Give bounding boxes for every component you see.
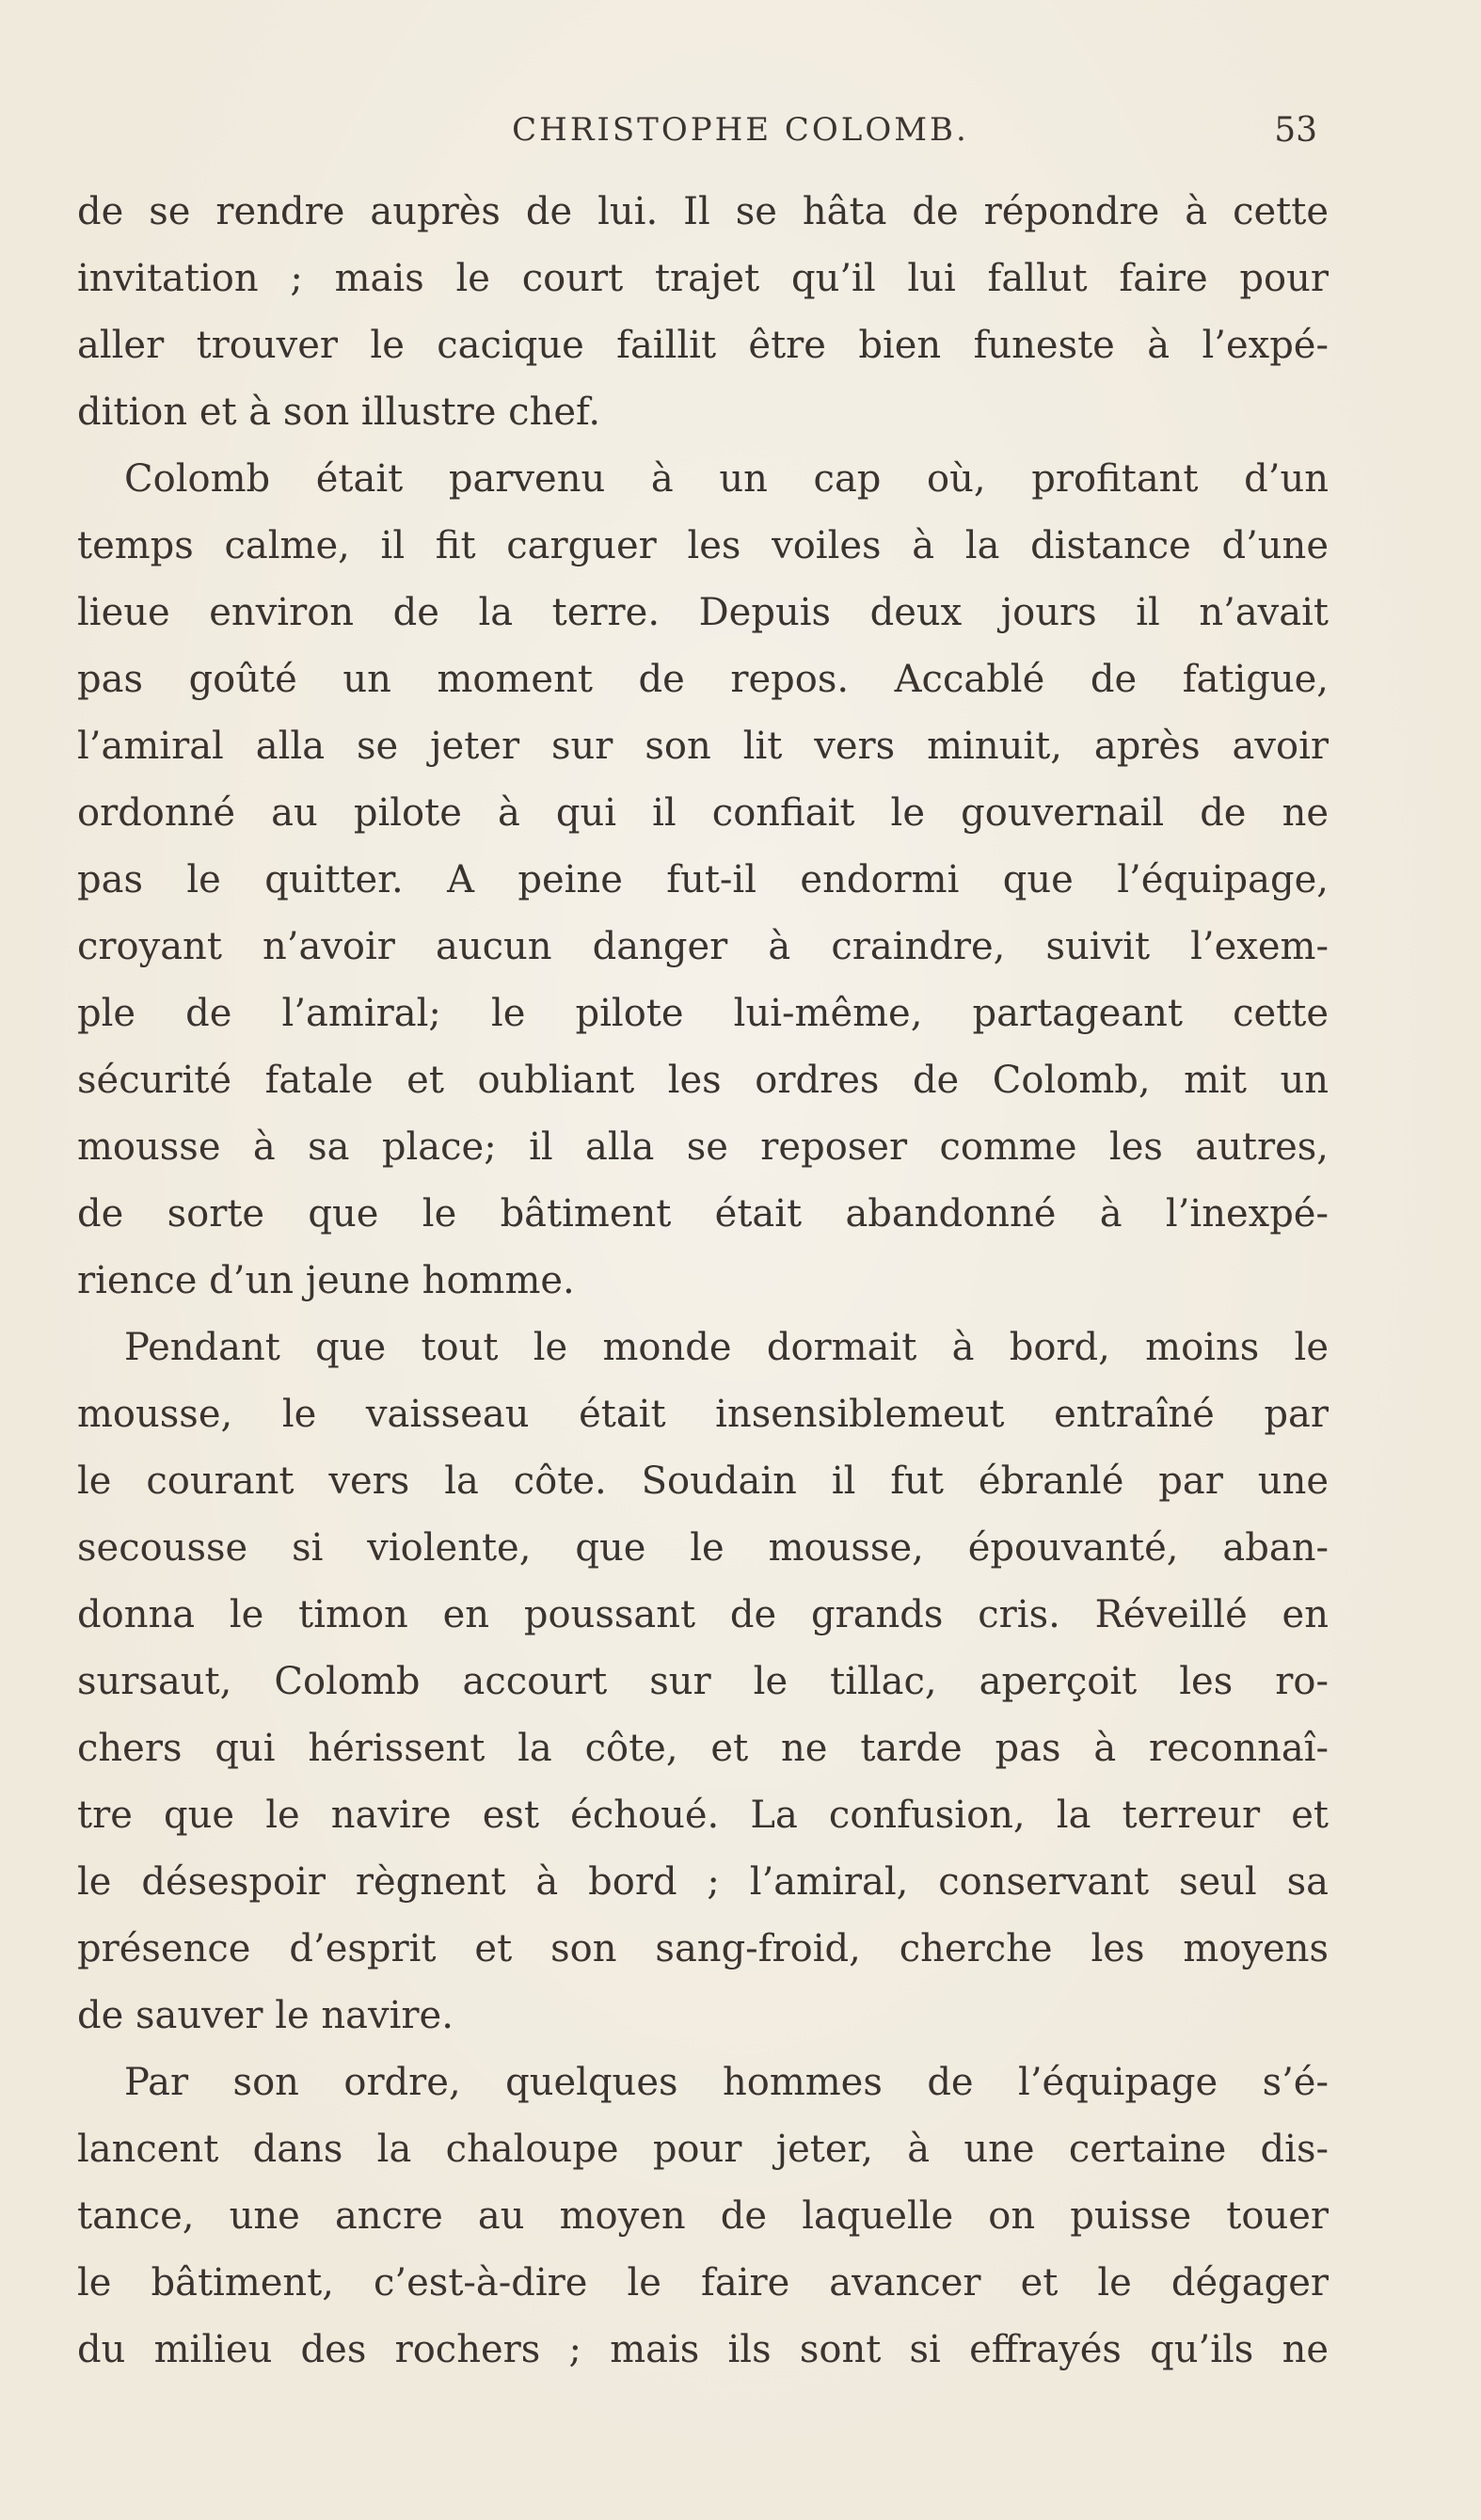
text-line: le désespoir règnent à bord ; l’amiral, conservant seul sa: [77, 1860, 1329, 1904]
text-line: tance, une ancre au moyen de laquelle on puisse touer: [77, 2194, 1329, 2238]
text-line: du milieu des rochers ; mais ils sont si effrayés qu’ils ne: [77, 2328, 1329, 2371]
text-line: de sauver le navire.: [77, 1994, 454, 2037]
text-line: tre que le navire est échoué. La confusion, la terreur et: [77, 1794, 1329, 1837]
paragraph: [77, 446, 1329, 1315]
text-line: temps calme, il fit carguer les voiles à la distance d’une: [77, 524, 1329, 567]
text-line: rience d’un jeune homme.: [77, 1259, 575, 1302]
text-line: ple de l’amiral; le pilote lui-même, partageant cette: [77, 992, 1329, 1035]
text-line: aller trouver le cacique faillit être bien funeste à l’expé-: [77, 324, 1329, 367]
paragraph: [77, 1315, 1329, 2049]
text-line: sécurité fatale et oubliant les ordres de Colomb, mit un: [77, 1059, 1329, 1102]
text-line: dition et à son illustre chef.: [77, 391, 601, 434]
text-line: Pendant que tout le monde dormait à bord, moins le: [124, 1326, 1329, 1369]
text-line: le courant vers la côte. Soudain il fut ébranlé par une: [77, 1459, 1329, 1503]
text-line: l’amiral alla se jeter sur son lit vers minuit, après avoir: [77, 725, 1329, 768]
text-line: mousse à sa place; il alla se reposer comme les autres,: [77, 1125, 1329, 1169]
text-line: lieue environ de la terre. Depuis deux jours il n’avait: [77, 591, 1329, 634]
text-line: Colomb était parvenu à un cap où, profitant d’un: [124, 457, 1329, 501]
text-line: le bâtiment, c’est-à-dire le faire avancer et le dégager: [77, 2261, 1329, 2305]
text-line: pas goûté un moment de repos. Accablé de fatigue,: [77, 658, 1329, 701]
body-text: [77, 179, 1329, 2384]
text-line: invitation ; mais le court trajet qu’il lui fallut faire pour: [77, 257, 1329, 300]
paragraph: [77, 179, 1329, 446]
page-header: [0, 111, 1481, 167]
text-line: pas le quitter. A peine fut-il endormi que l’équipage,: [77, 858, 1329, 901]
text-line: chers qui hérissent la côte, et ne tarde pas à reconnaî-: [77, 1727, 1329, 1770]
text-line: ordonné au pilote à qui il confiait le gouvernail de ne: [77, 791, 1329, 835]
paragraph: [77, 2049, 1329, 2384]
text-line: secousse si violente, que le mousse, épouvanté, aban-: [77, 1526, 1329, 1570]
text-line: Par son ordre, quelques hommes de l’équipage s’é-: [124, 2061, 1329, 2104]
text-line: mousse, le vaisseau était insensiblemeut entraîné par: [77, 1393, 1329, 1436]
text-line: présence d’esprit et son sang-froid, cherche les moyens: [77, 1927, 1329, 1970]
text-line: lancent dans la chaloupe pour jeter, à une certaine dis-: [77, 2128, 1329, 2171]
text-line: de sorte que le bâtiment était abandonné à l’inexpé-: [77, 1192, 1329, 1236]
text-line: de se rendre auprès de lui. Il se hâta de répondre à cette: [77, 190, 1329, 233]
text-line: croyant n’avoir aucun danger à craindre, suivit l’exem-: [77, 925, 1329, 968]
running-title: CHRISTOPHE COLOMB.: [512, 111, 969, 149]
text-line: sursaut, Colomb accourt sur le tillac, aperçoit les ro-: [77, 1660, 1329, 1703]
page-number: 53: [1274, 111, 1317, 150]
text-line: donna le timon en poussant de grands cris. Réveillé en: [77, 1593, 1329, 1636]
